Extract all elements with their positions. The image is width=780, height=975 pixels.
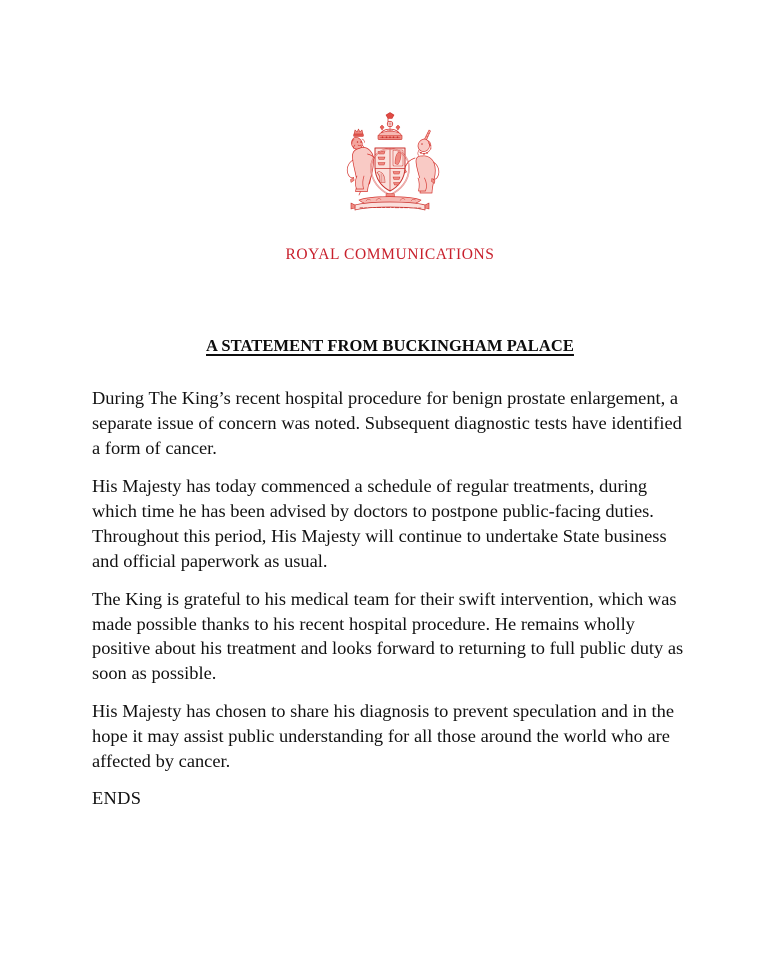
- statement-paragraph: His Majesty has chosen to share his diagnosis to prevent speculation and in the hope it may assist public understanding for all those around the world who are affected by cancer.: [92, 701, 675, 772]
- page-title-text: A STATEMENT FROM BUCKINGHAM PALACE: [206, 336, 574, 355]
- statement-paragraph: The King is grateful to his medical team for their swift intervention, which was made possible thanks to his recent hospital procedure. He remains wholly positive about his treatment and looks forward to returning to full public duty as soon as possible.: [92, 588, 684, 684]
- royal-coat-of-arms-icon: [336, 112, 444, 228]
- ends-label: ENDS: [92, 788, 142, 808]
- statement-paragraph: His Majesty has today commenced a schedule of regular treatments, during which time he has been advised by doctors to postpone public-facing duties. Throughout this period, His Majesty will continue to undertake State business and official paperwork as usual.: [92, 475, 667, 571]
- statement-body: [92, 386, 692, 774]
- page-title: [0, 336, 780, 356]
- statement-paragraph: During The King’s recent hospital procedure for benign prostate enlargement, a separate issue of concern was noted. Subsequent diagnostic tests have identified a form of cancer.: [92, 388, 682, 458]
- masthead-title: ROYAL COMMUNICATIONS: [285, 246, 495, 263]
- crest-container: [0, 112, 780, 228]
